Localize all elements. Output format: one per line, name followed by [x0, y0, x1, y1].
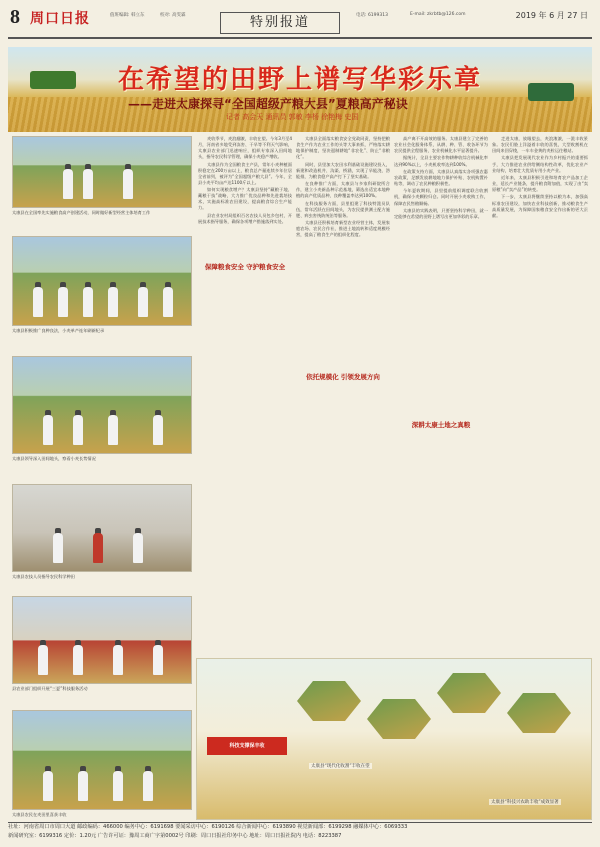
editor-info: 值班编辑: 韩立东 — [110, 13, 145, 18]
sub-headline: ——走进太康探寻“全国超级产粮大县”夏粮高产秘诀 — [128, 97, 408, 111]
photo-caption: 太康县在全国率先实施粮食高产创建活动，同时做好新型经营主体培育工作 — [12, 210, 151, 215]
masthead-rule — [8, 37, 592, 39]
article-column-1 — [198, 136, 292, 654]
paragraph: 如何实现粮食增产？太康县坚持“藏粮于地、藏粮于技”战略，大力推广优良品种和先进栽培技术，实施高标准农田建设，提高粮食综合生产能力。 — [198, 187, 292, 211]
paragraph: 太康县全面落实粮食安全党政同责，坚持把粮食生产作为农业工作的头等大事来抓，严格落实耕地保护制度，坚决遏制耕地“非农化”、防止“非粮化”。 — [296, 136, 390, 160]
paragraph: 麦收季节，麦浪翻滚，丰收在望。今年3月至4月，河南省多地受到冻害、干旱等不利天气影响，太康县农业部门迅速响应，组织专家深入田间地头，指导农民科学管理，确保小麦稳产增收。 — [198, 136, 292, 160]
photo-technicians — [12, 484, 192, 572]
section-title: 特别报道 — [220, 12, 340, 34]
masthead — [0, 0, 600, 44]
paragraph: 据统计，全县主要农作物耕种收综合机械化率达到90%以上，小麦机收率达到100%。 — [394, 155, 488, 167]
collage-caption: 太康县“现代化收割”丰收在望 — [311, 764, 370, 769]
red-banner: 科技支撑保丰收 — [207, 737, 287, 755]
headline: 在希望的田野上谱写华彩乐章 — [117, 65, 482, 95]
section-subhead: 深耕太康土地之真粮 — [411, 421, 471, 429]
harvester-photo — [367, 699, 431, 739]
paragraph: 在科技服务方面，县里组建了科技特派员队伍，常年活跃在田间地头，为农民提供测土配方施肥、病虫害统防统治等服务。 — [296, 200, 390, 218]
footer-info: 新闻研究室：6199316 定价：1.20元 广告许可证：豫周工商广字第0002号 印刷：周口日报社印务中心 地址：周口日报社院内 电话：8223387 — [8, 833, 342, 839]
paragraph: 同时，县里加大农田水利基础设施建设投入，新建和改造机井、沟渠、桥涵，实现了旱能浇、涝能排，为粮食稳产高产打下了坚实基础。 — [296, 161, 390, 179]
paragraph: 太康县的实践表明，只要坚持科学种田，就一定能够在希望的田野上谱写出更加华彩的乐章。 — [394, 207, 488, 219]
harvest-collage — [196, 658, 592, 820]
wheat-photo — [507, 693, 571, 733]
photo-caption: 太康县积极推广良种良法，小麦单产连年刷新纪录 — [12, 328, 105, 333]
email-info: E-mail: zkrbtb@126.com — [410, 12, 466, 17]
issue-date: 2019 年 6 月 27 日 — [515, 11, 588, 20]
publication-name: 周口日报 — [30, 11, 90, 27]
paragraph: 高产离不开高效的服务。太康县建立了完善的农业社会化服务体系，从耕、种、管、收各环节为农民提供全程服务，农业机械化水平显著提升。 — [394, 136, 488, 154]
harvester-photo — [437, 673, 501, 713]
proofreader-info: 校对: 高雯霖 — [160, 13, 186, 18]
paragraph: 下一步，太康县将继续坚持以粮为本，加强高标准农田建设，加快农业科技创新，推动粮食生产高质量发展，为保障国家粮食安全作出新的更大贡献。 — [492, 194, 588, 218]
paragraph: 太康县把发展现代农业作为乡村振兴的重要抓手，大力推进农业供给侧结构性改革，优化农业产业结构，培育壮大优质专用小麦产业。 — [492, 155, 588, 173]
paragraph: 近年来，太康县积极引进和培育农产品加工企业，延长产业链条，提升粮食附加值，实现了由“卖原粮”向“卖产品”的转变。 — [492, 174, 588, 193]
paragraph: 走进太康，放眼望去，麦浪滚滚，一派丰收景象。农民们脸上洋溢着丰收的喜悦，大型收割机在田间来回穿梭，一车车金黄的麦粒运往粮站。 — [492, 136, 588, 154]
harvester-photo — [297, 681, 361, 721]
paragraph: 在良种推广方面，太康县与多家科研院所合作，建立小麦新品种示范基地，筛选出适宜本地种植的高产优质品种，良种覆盖率达到100%。 — [296, 181, 390, 199]
photo-service-event — [12, 596, 192, 684]
paragraph: 太康县还积极培育新型农业经营主体，发展家庭农场、农民合作社，推进土地流转和适度规模经营，提高了粮食生产的组织化程度。 — [296, 219, 390, 238]
collage-caption: 太康县“科技兴农助丰收”成效显著 — [491, 800, 559, 805]
footer — [8, 822, 592, 844]
article-column-4 — [492, 136, 588, 654]
photo-group-field — [12, 236, 192, 326]
section-subhead: 依托规模化 引领发展方向 — [306, 373, 380, 381]
headline-banner — [8, 47, 592, 132]
photo-caption: 太康县农技人员指导农民科学种田 — [12, 574, 75, 579]
article-column-2 — [296, 136, 390, 654]
byline: 记者 高会天 通讯员 郭敏 李杨 徐艳梅 史国 — [226, 113, 359, 121]
photo-officials-field — [12, 136, 192, 208]
photo-inspection — [12, 356, 192, 454]
footer-address: 社址：河南省周口市周口大道 邮政编码：466000 编务中心：6191698 要闻采访中心：6190126 综合新闻中心：6193890 视觉新闻部：6199298 融媒体中心：6069333 — [8, 824, 408, 830]
paragraph: 太康县作为全国粮食主产县，常年小麦种植面积稳定在200万亩以上，粮食总产量连续多年位居全省前列，被评为“全国超级产粮大县”。今年，全县小麦平均亩产达1100斤以上。 — [198, 161, 292, 185]
photo-caption: 县农业部门组织开展“三夏”科技服务活动 — [12, 686, 88, 691]
article-column-3 — [394, 136, 488, 654]
photo-caption: 太康县农民在麦田里喜获丰收 — [12, 812, 67, 817]
page-number: 8 — [10, 6, 20, 28]
phone-info: 电话: 6199313 — [356, 13, 388, 18]
paragraph: 在政策支持方面，太康县认真落实各项强农惠农政策，足额发放耕地地力保护补贴、农机购置补贴等，调动了农民种粮积极性。 — [394, 168, 488, 187]
section-subhead: 保障粮食安全 守护粮食安全 — [204, 263, 286, 271]
paragraph: 县农业农村局组织百名农技人员包乡包村，开展技术指导服务，确保各项增产措施落到实处。 — [198, 212, 292, 224]
photo-caption: 太康县领导深入田间地头，察看小麦长势情况 — [12, 456, 96, 461]
paragraph: 今年夏收期间，县里提前组织调度联合收割机，确保小麦颗粒归仓。同时开展小麦收购工作，保障农民售粮顺畅。 — [394, 188, 488, 206]
photo-harvest — [12, 710, 192, 810]
